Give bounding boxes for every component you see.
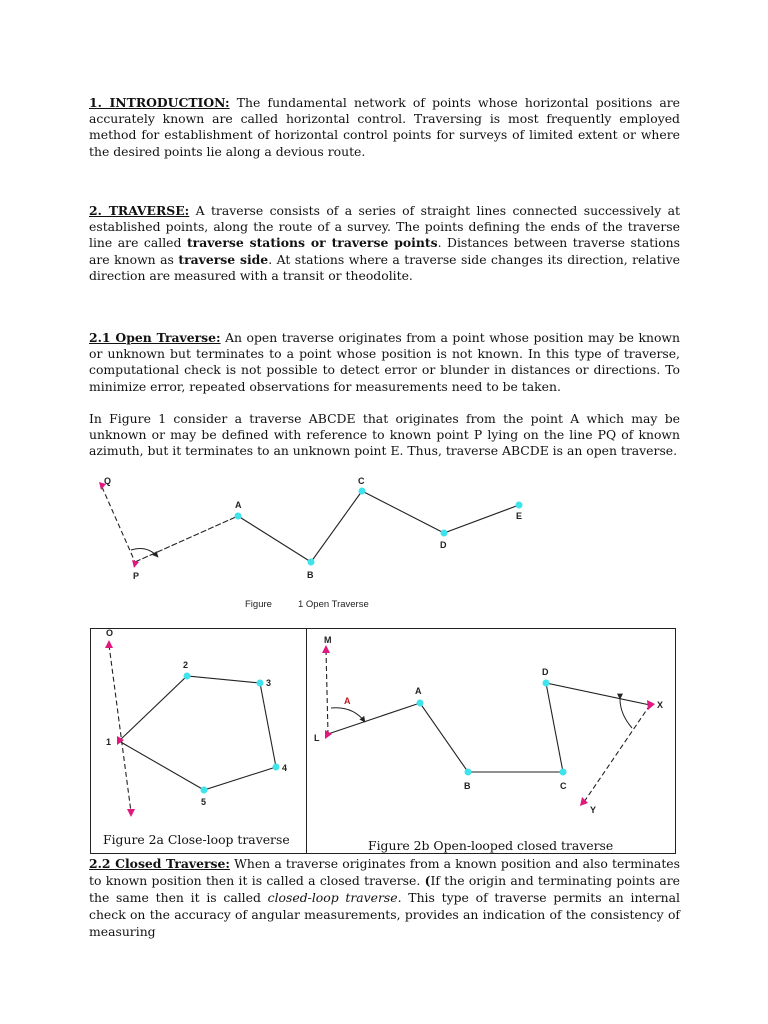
intro-heading: 1. INTRODUCTION:	[89, 95, 230, 110]
fig1-caption-prefix: Figure	[245, 599, 272, 610]
fig2b-line-xy	[584, 705, 650, 802]
fig1-station-c	[359, 488, 366, 495]
closed-traverse-text-2: If the origin and terminating points are the same then it is called	[89, 873, 680, 905]
intro-text: The fundamental network of points whose horizontal positions are accurately known are called horizontal control. Traversing is most frequently employed method for establishment of horizontal control points for surveys of limited extent or where the desired points lie along a devious route.	[89, 95, 680, 159]
fig2b-label-l: L	[314, 733, 320, 743]
fig2b-label-a: A	[415, 686, 422, 696]
fig2b-traverse-line	[328, 683, 650, 772]
fig2b-label-c: C	[560, 781, 567, 791]
figure2b-open-looped-closed	[314, 635, 663, 853]
fig2b-l-marker	[325, 730, 332, 739]
fig1-label-a: A	[235, 500, 242, 510]
fig2a-station-2	[184, 673, 191, 680]
fig2b-label-angle-a: A	[344, 696, 351, 706]
fig2b-m-marker	[322, 645, 330, 653]
fig1-label-q: Q	[104, 476, 112, 486]
fig1-label-p: P	[133, 571, 140, 581]
fig2b-station-c	[560, 769, 567, 776]
fig1-station-e	[516, 502, 523, 509]
traverse-text-1: A traverse consists of a series of straight lines connected successively at established points, along the route of a survey. The points defining the ends of the traverse line are called	[89, 203, 680, 251]
fig1-caption: 1 Open Traverse	[298, 599, 369, 610]
closed-traverse-text-1: When a traverse originates from a known position and also terminates to known position then it is called a closed traverse.	[89, 856, 680, 888]
fig2a-label-1: 1	[106, 737, 112, 747]
fig2a-label-o: O	[106, 628, 114, 638]
fig2b-angle-arrow-x	[620, 699, 632, 728]
fig2a-station-3	[257, 680, 264, 687]
fig2b-station-b	[465, 769, 472, 776]
figure1-paragraph: In Figure 1 consider a traverse ABCDE that originates from the point A which may be unknown or may be defined with reference to known point P lying on the line PQ of known azimuth, but it terminates to an unknown point E. Thus, traverse ABCDE is an open traverse.	[89, 411, 680, 459]
fig2a-station-4	[273, 764, 280, 771]
fig1-label-c: C	[358, 476, 365, 486]
fig2b-label-d: D	[542, 667, 549, 677]
traverse-heading: 2. TRAVERSE:	[89, 203, 190, 218]
fig2b-label-x: X	[657, 700, 664, 710]
fig2b-label-y: Y	[590, 805, 597, 815]
fig1-angle-arrow	[131, 549, 158, 557]
fig2a-bottom-marker	[127, 809, 135, 817]
fig1-line-pq	[102, 487, 135, 562]
fig1-station-a	[235, 513, 242, 520]
figure2a-close-loop	[103, 628, 290, 847]
fig2b-station-a	[417, 700, 424, 707]
traverse-text-2: . Distances between traverse stations are known as	[89, 235, 680, 267]
fig1-label-e: E	[516, 511, 523, 521]
fig1-line-pa	[135, 516, 238, 562]
figure1-open-traverse	[99, 476, 523, 610]
fig1-station-d	[441, 530, 448, 537]
fig2b-line-lm	[326, 650, 328, 734]
figure2-frame	[91, 629, 676, 854]
fig2a-label-2: 2	[183, 660, 189, 670]
fig1-label-d: D	[440, 540, 447, 550]
fig2b-label-b: B	[464, 781, 471, 791]
traverse-bold-1: traverse stations or traverse points	[186, 235, 438, 251]
fig2b-label-m: M	[324, 635, 332, 645]
fig2a-loop	[119, 676, 276, 790]
closed-traverse-italic: closed-loop traverse	[267, 890, 398, 905]
fig2a-o-marker	[105, 640, 113, 648]
fig2a-dashed-line	[109, 645, 131, 812]
fig2a-caption: Figure 2a Close-loop traverse	[103, 832, 290, 847]
fig1-station-b	[308, 559, 315, 566]
fig2a-label-3: 3	[266, 678, 272, 688]
fig2b-station-d	[543, 680, 550, 687]
fig1-label-b: B	[307, 570, 314, 580]
fig2a-station-5	[201, 787, 208, 794]
open-traverse-heading: 2.1 Open Traverse:	[89, 330, 221, 345]
fig2a-label-4: 4	[282, 763, 288, 773]
fig2b-angle-arrow-a	[331, 708, 365, 722]
closed-traverse-text-3: . This type of traverse permits an internal check on the accuracy of angular measurements, provides an indication of the consistency of measuring	[89, 890, 680, 939]
traverse-bold-2: traverse side	[178, 251, 269, 267]
closed-traverse-heading: 2.2 Closed Traverse:	[89, 856, 230, 871]
fig1-traverse-line	[238, 491, 519, 562]
open-traverse-text: An open traverse originates from a point whose position may be known or unknown but terminates to a point whose position is not known. In this type of traverse, computational check is not possible to detect error or blunder in distances or directions. To minimize error, repeated observations for measurements need to be taken.	[89, 330, 680, 394]
fig2b-x-marker	[647, 700, 655, 710]
fig2b-caption: Figure 2b Open-looped closed traverse	[368, 838, 614, 853]
traverse-text-3: . At stations where a traverse side changes its direction, relative direction are measured with a transit or theodolite.	[89, 251, 680, 283]
fig2a-label-5: 5	[201, 797, 207, 807]
closed-traverse-bold-1: (	[424, 873, 431, 888]
